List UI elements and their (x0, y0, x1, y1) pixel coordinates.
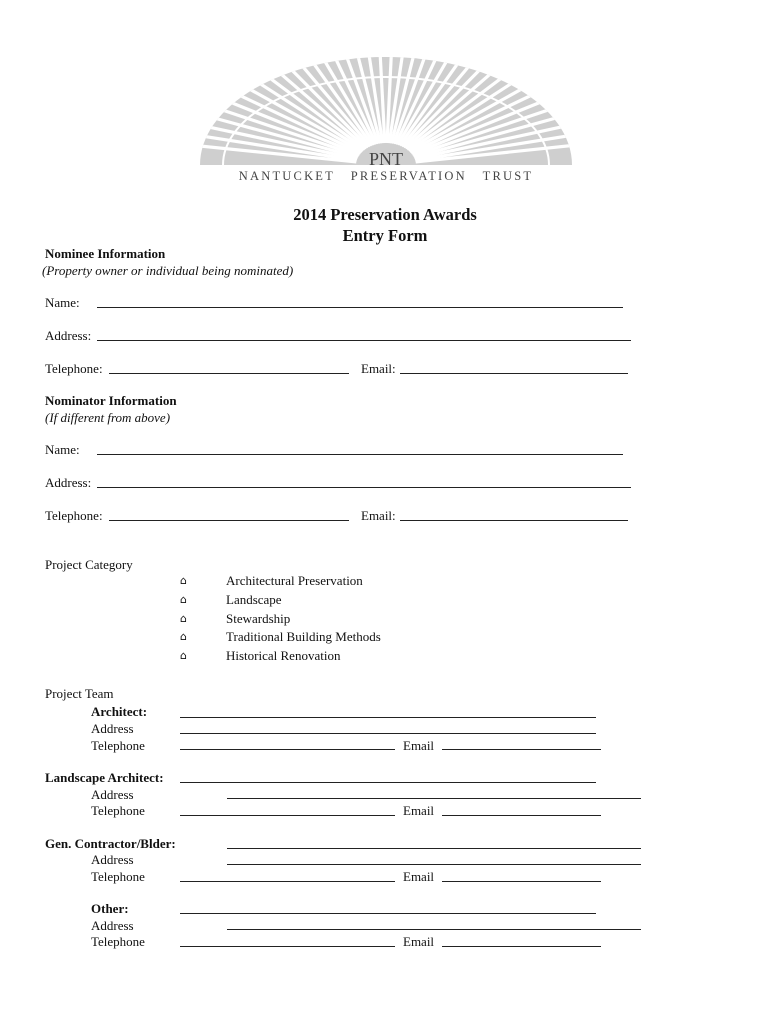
other-label: Other: (91, 901, 129, 916)
landscape-name-field[interactable] (180, 782, 596, 783)
nominator-email-label: Email: (361, 508, 396, 523)
contractor-email-field[interactable] (442, 881, 601, 882)
nominee-address-field[interactable] (97, 340, 631, 341)
landscape-telephone-field[interactable] (180, 815, 395, 816)
architect-telephone-label: Telephone (91, 738, 145, 753)
nominee-subheading: (Property owner or individual being nominated) (42, 263, 294, 278)
option-stewardship: Stewardship (226, 611, 291, 626)
option-bullet-icon[interactable]: ⌂ (180, 612, 187, 625)
architect-address-field[interactable] (180, 733, 596, 734)
nominee-telephone-field[interactable] (109, 373, 349, 374)
landscape-email-field[interactable] (442, 815, 601, 816)
architect-name-field[interactable] (180, 717, 596, 718)
landscape-architect-label: Landscape Architect: (45, 770, 164, 785)
landscape-email-label: Email (403, 803, 435, 818)
architect-telephone-field[interactable] (180, 749, 395, 750)
other-name-field[interactable] (180, 913, 596, 914)
nominee-name-label: Name: (45, 295, 80, 310)
contractor-address-field[interactable] (227, 864, 641, 865)
logo-monogram: PNT (368, 149, 404, 169)
landscape-telephone-label: Telephone (91, 803, 145, 818)
other-telephone-field[interactable] (180, 946, 395, 947)
other-email-label: Email (403, 934, 435, 949)
project-team-label: Project Team (45, 686, 114, 701)
nominee-name-field[interactable] (97, 307, 623, 308)
option-bullet-icon[interactable]: ⌂ (180, 593, 187, 606)
contractor-telephone-field[interactable] (180, 881, 395, 882)
architect-email-label: Email (403, 738, 435, 753)
nominator-address-field[interactable] (97, 487, 631, 488)
contractor-telephone-label: Telephone (91, 869, 145, 884)
option-bullet-icon[interactable]: ⌂ (180, 630, 187, 643)
nominee-heading: Nominee Information (45, 246, 166, 261)
architect-email-field[interactable] (442, 749, 601, 750)
nominee-email-label: Email: (361, 361, 396, 376)
other-email-field[interactable] (442, 946, 601, 947)
option-bullet-icon[interactable]: ⌂ (180, 649, 187, 662)
contractor-label: Gen. Contractor/Blder: (45, 836, 176, 851)
option-landscape: Landscape (226, 592, 282, 607)
nominator-telephone-field[interactable] (109, 520, 349, 521)
nominator-name-field[interactable] (97, 454, 623, 455)
contractor-address-label: Address (91, 852, 134, 867)
form-title: 2014 Preservation Awards (293, 205, 477, 224)
option-traditional-building-methods: Traditional Building Methods (226, 629, 381, 644)
nominator-heading: Nominator Information (45, 393, 177, 408)
nominator-subheading: (If different from above) (45, 410, 171, 425)
contractor-email-label: Email (403, 869, 435, 884)
project-category-label: Project Category (45, 557, 133, 572)
nominee-email-field[interactable] (400, 373, 628, 374)
other-address-field[interactable] (227, 929, 641, 930)
contractor-name-field[interactable] (227, 848, 641, 849)
nantucket-preservation-trust-logo (195, 53, 577, 183)
nominator-address-label: Address: (45, 475, 92, 490)
nominator-email-field[interactable] (400, 520, 628, 521)
architect-label: Architect: (91, 704, 148, 719)
option-architectural-preservation: Architectural Preservation (226, 573, 363, 588)
logo-wordmark: NANTUCKET PRESERVATION TRUST (238, 169, 534, 183)
form-subtitle: Entry Form (342, 226, 428, 245)
nominator-telephone-label: Telephone: (45, 508, 103, 523)
architect-address-label: Address (91, 721, 134, 736)
landscape-address-label: Address (91, 787, 134, 802)
option-bullet-icon[interactable]: ⌂ (180, 574, 187, 587)
other-telephone-label: Telephone (91, 934, 145, 949)
option-historical-renovation: Historical Renovation (226, 648, 341, 663)
nominee-address-label: Address: (45, 328, 92, 343)
nominator-name-label: Name: (45, 442, 80, 457)
nominee-telephone-label: Telephone: (45, 361, 103, 376)
other-address-label: Address (91, 918, 134, 933)
landscape-address-field[interactable] (227, 798, 641, 799)
